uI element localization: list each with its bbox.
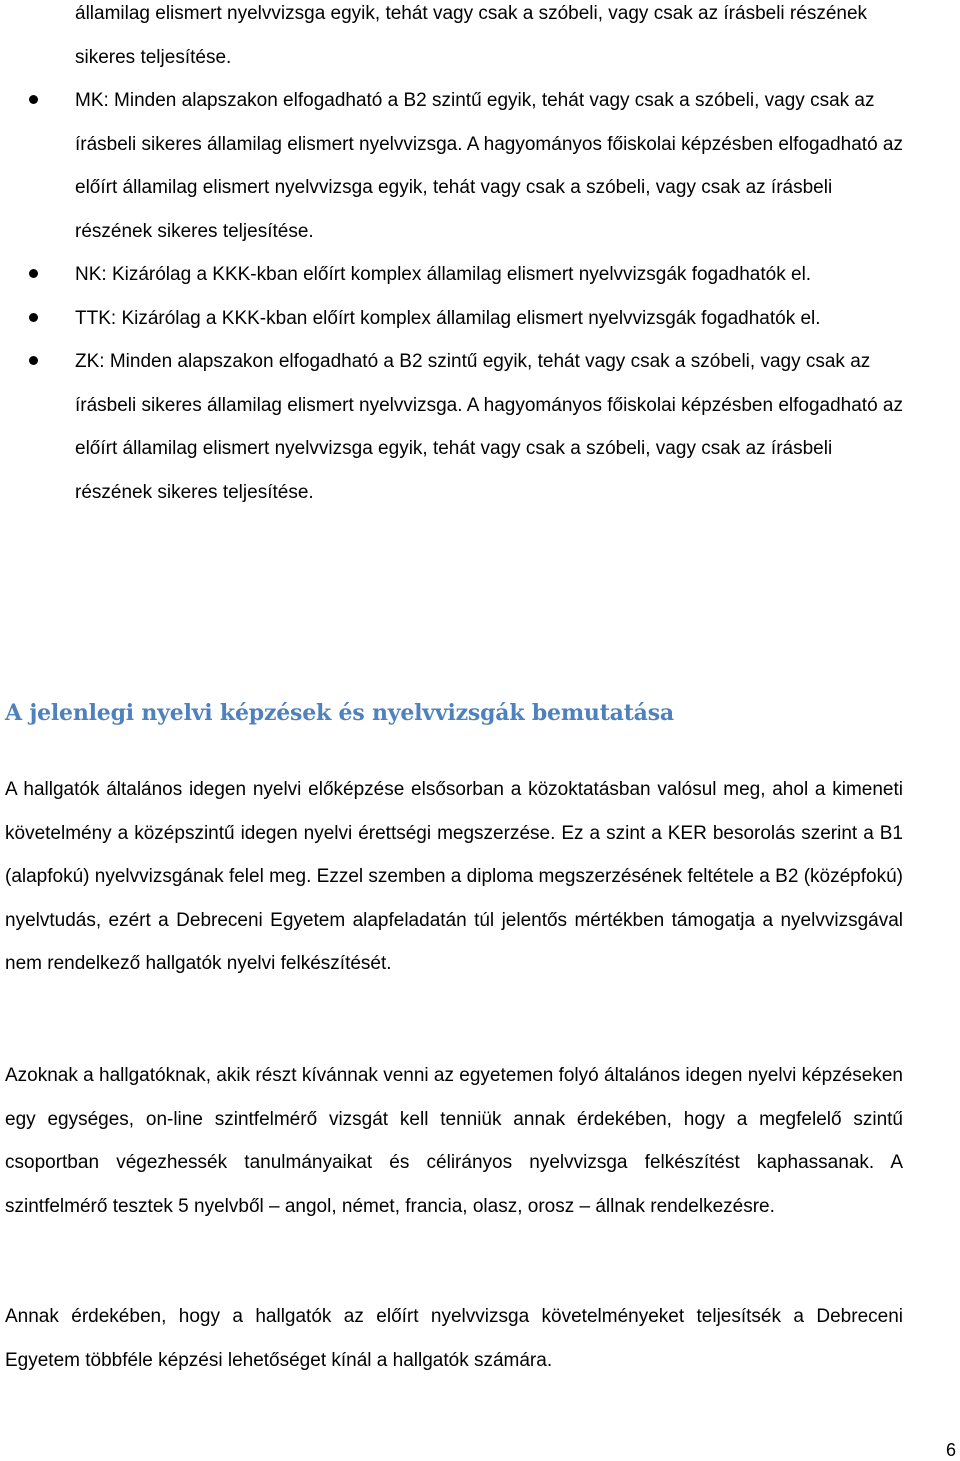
paragraph-language-training: A hallgatók általános idegen nyelvi előképzése elsősorban a közoktatásban valósul meg, ahol a kimeneti követelmény a középszintű idegen nyelvi érettségi megszerzése. Ez a szint a KER besorolás szerint a B1 (alapfokú) nyelvvizsgának felel meg. Ezzel szemben a diploma megszerzésének feltétele a B2 (középfokú) nyelvtudás, ezért a Debreceni Egyetem alapfeladatán túl jelentős mértékben támogatja a nyelvvizsgával nem rendelkező hallgatók nyelvi felkészítését.: [5, 779, 903, 974]
section-heading: A jelenlegi nyelvi képzések és nyelvvizsgák bemutatása: [5, 700, 674, 726]
bullet-text: ZK: Minden alapszakon elfogadható a B2 szintű egyik, tehát vagy csak a szóbeli, vagy csak az írásbeli sikeres államilag elismert nyelvvizsga. A hagyományos főiskolai képzésben elfogadható az előírt államilag elismert nyelvvizsga egyik, tehát vagy csak a szóbeli, vagy csak az írásbeli részének sikeres teljesítése.: [75, 351, 903, 503]
bullet-item-nk: [0, 253, 905, 297]
paragraph-training-options: Annak érdekében, hogy a hallgatók az előírt nyelvvizsga követelményeket teljesítsék a Debreceni Egyetem többféle képzési lehetőséget kínál a hallgatók számára.: [5, 1306, 903, 1371]
bullet-dot-icon: [29, 313, 38, 322]
bullet-item-zk: [0, 340, 905, 514]
page-number: 6: [945, 1440, 956, 1460]
paragraph-placement-test: Azoknak a hallgatóknak, akik részt kívánnak venni az egyetemen folyó általános idegen nyelvi képzéseken egy egységes, on-line szintfelmérő vizsgát kell tenniük annak érdekében, hogy a megfelelő szintű csoportban végezhessék tanulmányaikat és célirányos nyelvvizsga felkészítést kaphassanak. A szintfelmérő tesztek 5 nyelvből – angol, német, francia, olasz, orosz – állnak rendelkezésre.: [5, 1065, 903, 1217]
bullet-list: [0, 79, 960, 514]
bullet-dot-icon: [29, 269, 38, 278]
bullet-dot-icon: [29, 95, 38, 104]
bullet-text: NK: Kizárólag a KKK-kban előírt komplex államilag elismert nyelvvizsgák fogadhatók el.: [75, 264, 812, 285]
bullet-dot-icon: [29, 356, 38, 365]
bullet-text: MK: Minden alapszakon elfogadható a B2 szintű egyik, tehát vagy csak a szóbeli, vagy csak az írásbeli sikeres államilag elismert nyelvvizsga. A hagyományos főiskolai képzésben elfogadható az előírt államilag elismert nyelvvizsga egyik, tehát vagy csak a szóbeli, vagy csak az írásbeli részének sikeres teljesítése.: [75, 90, 903, 242]
continuation-text: államilag elismert nyelvvizsga egyik, tehát vagy csak a szóbeli, vagy csak az írásbeli részének sikeres teljesítése.: [75, 3, 868, 68]
bullet-text: TTK: Kizárólag a KKK-kban előírt komplex államilag elismert nyelvvizsgák fogadhatók el.: [75, 307, 821, 329]
bullet-item-ttk: [0, 297, 905, 341]
bullet-item-mk: [0, 79, 905, 253]
